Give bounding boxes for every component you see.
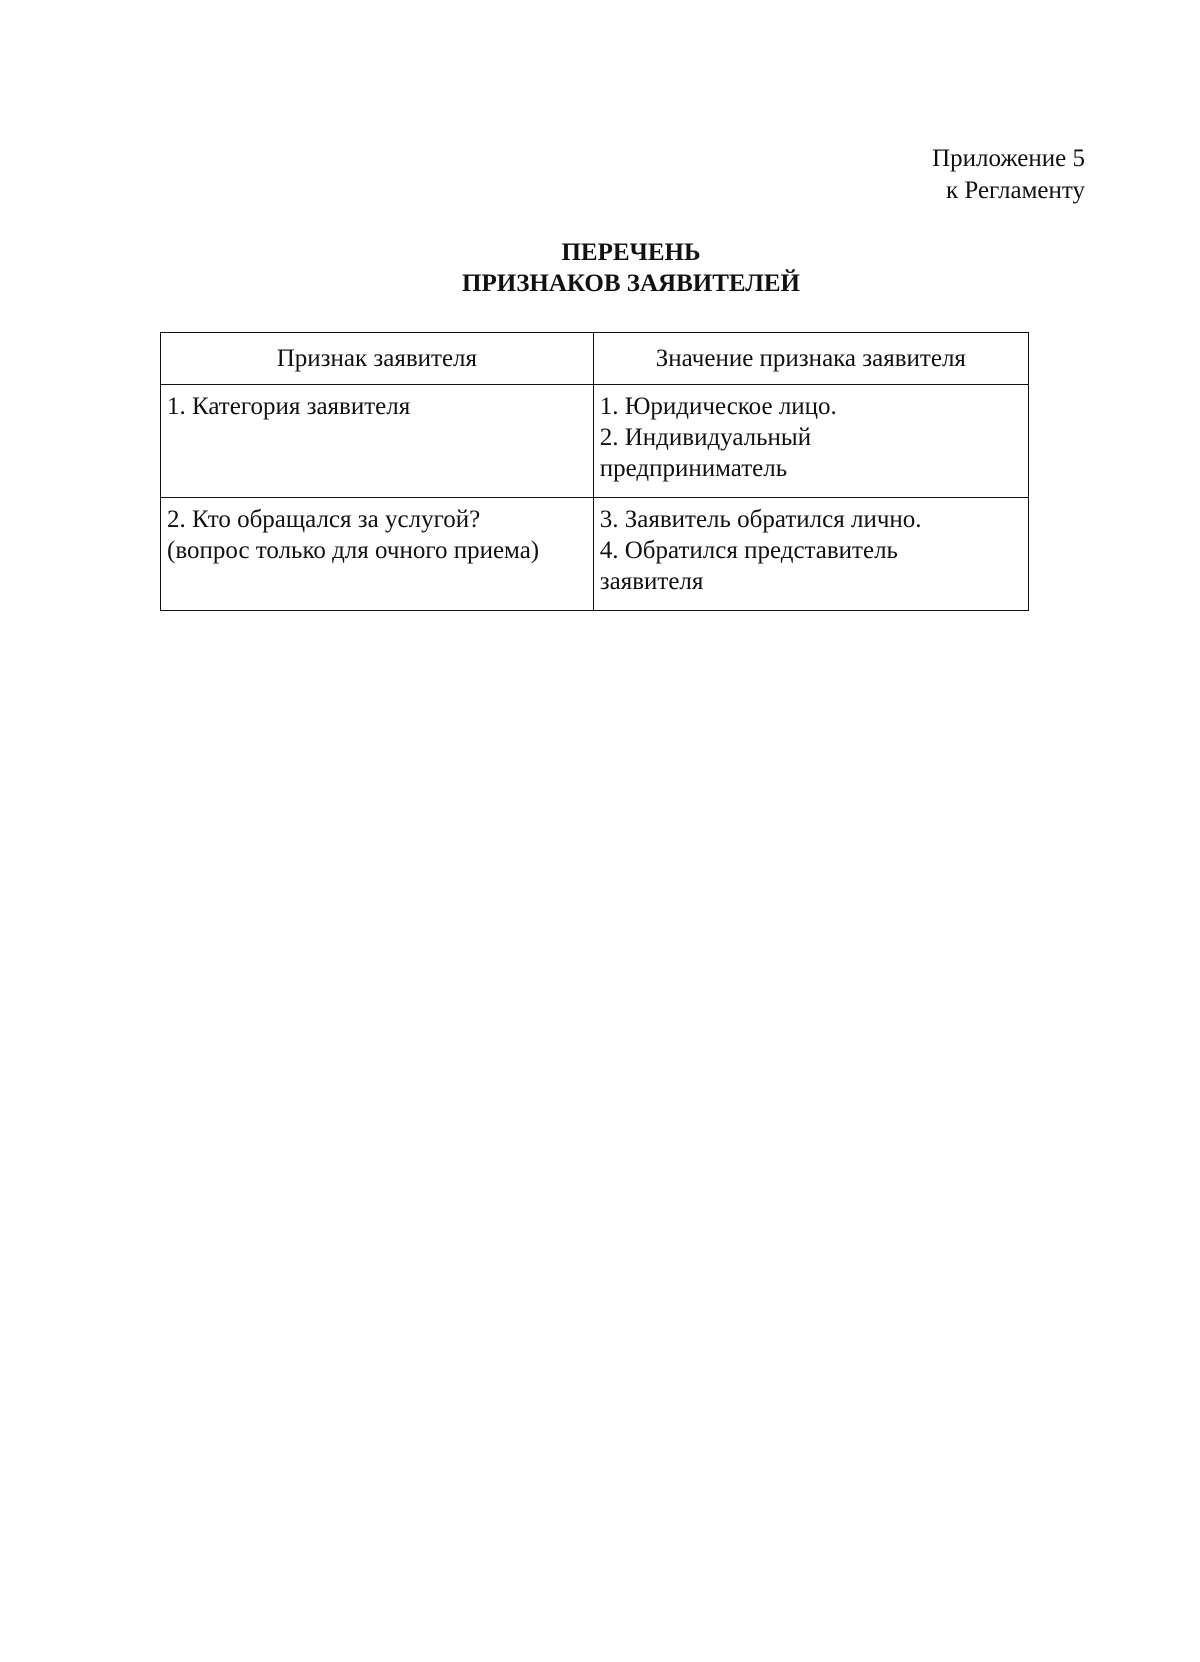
column-header-attribute: Признак заявителя [161,333,594,385]
value-text: предприниматель [599,455,788,482]
value-text: 2. Индивидуальный [599,424,812,451]
table-row [161,385,1029,498]
attribute-cell [161,498,594,611]
table-header-row [161,333,1029,385]
value-text: 1. Юридическое лицо. [599,393,837,420]
appendix-reference: к Регламенту [945,177,1085,204]
appendix-number: Приложение 5 [932,145,1085,172]
document-title [0,237,1200,299]
attribute-text: 1. Категория заявителя [167,393,411,420]
title-line-2: ПРИЗНАКОВ ЗАЯВИТЕЛЕЙ [462,270,800,297]
value-cell [593,385,1028,498]
applicant-attributes-table [160,332,1029,611]
attribute-cell [161,385,594,498]
value-text: 3. Заявитель обратился лично. [599,506,922,533]
table-row [161,498,1029,611]
value-text: 4. Обратился представитель [599,537,898,564]
attribute-text: 2. Кто обращался за услугой? [167,506,481,533]
value-cell [593,498,1028,611]
appendix-header [932,143,1085,207]
title-line-1: ПЕРЕЧЕНЬ [561,239,701,266]
value-text: заявителя [599,568,704,595]
attribute-text: (вопрос только для очного приема) [167,537,540,564]
column-header-value: Значение признака заявителя [593,333,1028,385]
